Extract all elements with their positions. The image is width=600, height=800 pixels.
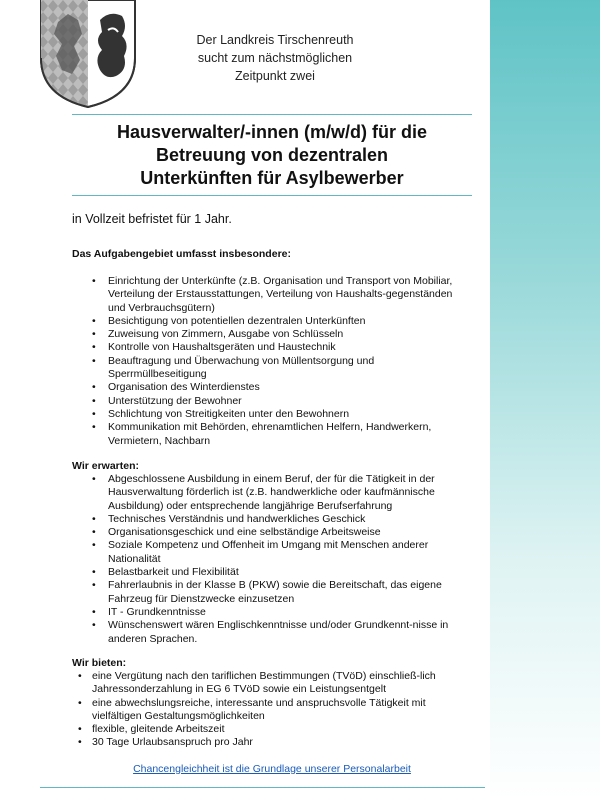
job-title-line: Hausverwalter/-innen (m/w/d) für die xyxy=(116,122,428,142)
list-item: • Soziale Kompetenz und Offenheit im Umgang mit Menschen anderer Nationalität xyxy=(72,539,472,566)
list-item: • flexible, gleitende Arbeitszeit xyxy=(72,723,472,736)
list-item: • Abgeschlossene Ausbildung in einem Beruf, der für die Tätigkeit in der Hausverwaltung förderlich ist (z.B. handwerkliche oder kaufmännische Ausbildung) oder entsprechende langjährige Berufserfahrung xyxy=(72,473,472,513)
list-item: • Organisationsgeschick und eine selbständige Arbeitsweise xyxy=(72,526,472,539)
intro-text xyxy=(150,31,400,85)
list-item: • Besichtigung von potentiellen dezentralen Unterkünften xyxy=(72,315,472,328)
list-item: • Organisation des Winterdienstes xyxy=(72,381,472,394)
coat-of-arms-logo xyxy=(38,0,138,108)
intro-line: Zeitpunkt zwei xyxy=(235,69,315,83)
divider-bottom xyxy=(40,787,485,788)
expectations-section xyxy=(72,460,472,646)
list-item: • Beauftragung und Überwachung von Müllentsorgung und Sperrmüllbeseitigung xyxy=(72,355,472,382)
intro-line: sucht zum nächstmöglichen xyxy=(197,51,353,65)
job-title-line: Unterkünften für Asylbewerber xyxy=(140,168,404,188)
list-item: • Belastbarkeit und Flexibilität xyxy=(72,566,472,579)
offer-heading: Wir bieten: xyxy=(72,657,127,669)
tasks-list xyxy=(72,275,472,448)
list-item: • Zuweisung von Zimmern, Ausgabe von Schlüsseln xyxy=(72,328,472,341)
divider-top xyxy=(72,114,472,115)
tasks-section xyxy=(72,248,472,448)
equal-opportunity-link[interactable]: Chancengleichheit ist die Grundlage unserer Personalarbeit xyxy=(133,763,411,775)
list-item: • Unterstützung der Bewohner xyxy=(72,395,472,408)
list-item: • Fahrerlaubnis in der Klasse B (PKW) sowie die Bereitschaft, das eigene Fahrzeug für Dienstzwecke einzusetzen xyxy=(72,579,472,606)
job-title-line: Betreuung von dezentralen xyxy=(155,145,389,165)
list-item: • Kontrolle von Haushaltsgeräten und Haustechnik xyxy=(72,341,472,354)
decorative-side-band xyxy=(490,0,600,800)
expectations-list xyxy=(72,473,472,646)
list-item: • eine Vergütung nach den tariflichen Bestimmungen (TVöD) einschließ-lich Jahressonderzahlung in EG 6 TVöD sowie ein Leistungsentgelt xyxy=(72,670,472,697)
list-item: • Kommunikation mit Behörden, ehrenamtlichen Helfern, Handwerkern, Vermietern, Nachbarn xyxy=(72,421,472,448)
expectations-heading: Wir erwarten: xyxy=(72,460,140,472)
list-item: • 30 Tage Urlaubsanspruch pro Jahr xyxy=(72,736,472,749)
divider-title xyxy=(72,195,472,196)
list-item: • IT - Grundkenntnisse xyxy=(72,606,472,619)
list-item: • Schlichtung von Streitigkeiten unter den Bewohnern xyxy=(72,408,472,421)
job-title xyxy=(72,121,472,190)
list-item: • eine abwechslungsreiche, interessante und anspruchsvolle Tätigkeit mit vielfältigen Gestaltungsmöglichkeiten xyxy=(72,697,472,724)
employment-type: in Vollzeit befristet für 1 Jahr. xyxy=(72,212,232,226)
tasks-heading: Das Aufgabengebiet umfasst insbesondere: xyxy=(72,248,291,260)
offer-list xyxy=(72,670,472,750)
offer-section xyxy=(72,657,472,750)
intro-line: Der Landkreis Tirschenreuth xyxy=(196,33,354,47)
list-item: • Wünschenswert wären Englischkenntnisse und/oder Grundkennt-nisse in anderen Sprachen. xyxy=(72,619,472,646)
list-item: • Technisches Verständnis und handwerkliches Geschick xyxy=(72,513,472,526)
list-item: • Einrichtung der Unterkünfte (z.B. Organisation und Transport von Mobiliar, Verteilung der Erstausstattungen, Verteilung von Haushalts-gegenständen und Verbrauchsgütern) xyxy=(72,275,472,315)
